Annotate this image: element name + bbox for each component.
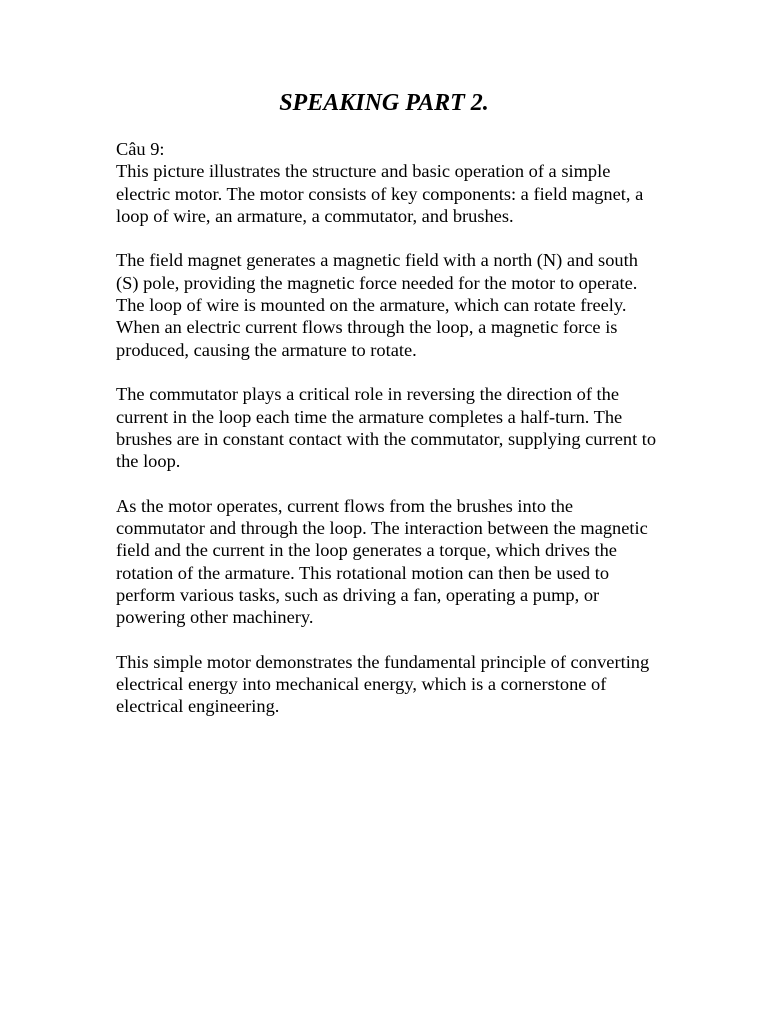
question-label: Câu 9: — [116, 139, 165, 159]
paragraph-conclusion: This simple motor demonstrates the fundamental principle of converting electrical energy into mechanical energy, which is a cornerstone of electrical engineering. — [116, 651, 650, 717]
paragraph-spacer — [116, 361, 661, 383]
paragraph-operation: As the motor operates, current flows from the brushes into the commutator and through the loop. The interaction between the magnetic field and the current in the loop generates a torque, which drives the rotation of the armature. This rotational motion can then be used to perform various tasks, such as driving a fan, operating a pump, or powering other machinery. — [116, 495, 648, 628]
document-title: SPEAKING PART 2. — [279, 90, 489, 116]
paragraph-field-magnet: The field magnet generates a magnetic field with a north (N) and south (S) pole, providing the magnetic force needed for the motor to operate. The loop of wire is mounted on the armature, which can rotate freely. When an electric current flows through the loop, a magnetic force is produced, causing the armature to rotate. — [116, 250, 638, 360]
document-body — [116, 138, 661, 718]
paragraph-commutator: The commutator plays a critical role in reversing the direction of the current in the loop each time the armature completes a half-turn. The brushes are in constant contact with the commutator, supplying current to the loop. — [116, 384, 657, 472]
paragraph-spacer — [116, 629, 661, 651]
paragraph-spacer — [116, 472, 661, 494]
paragraph-spacer — [116, 227, 661, 249]
paragraph-intro: This picture illustrates the structure and basic operation of a simple electric motor. The motor consists of key components: a field magnet, a loop of wire, an armature, a commutator, and brushes. — [116, 161, 644, 226]
